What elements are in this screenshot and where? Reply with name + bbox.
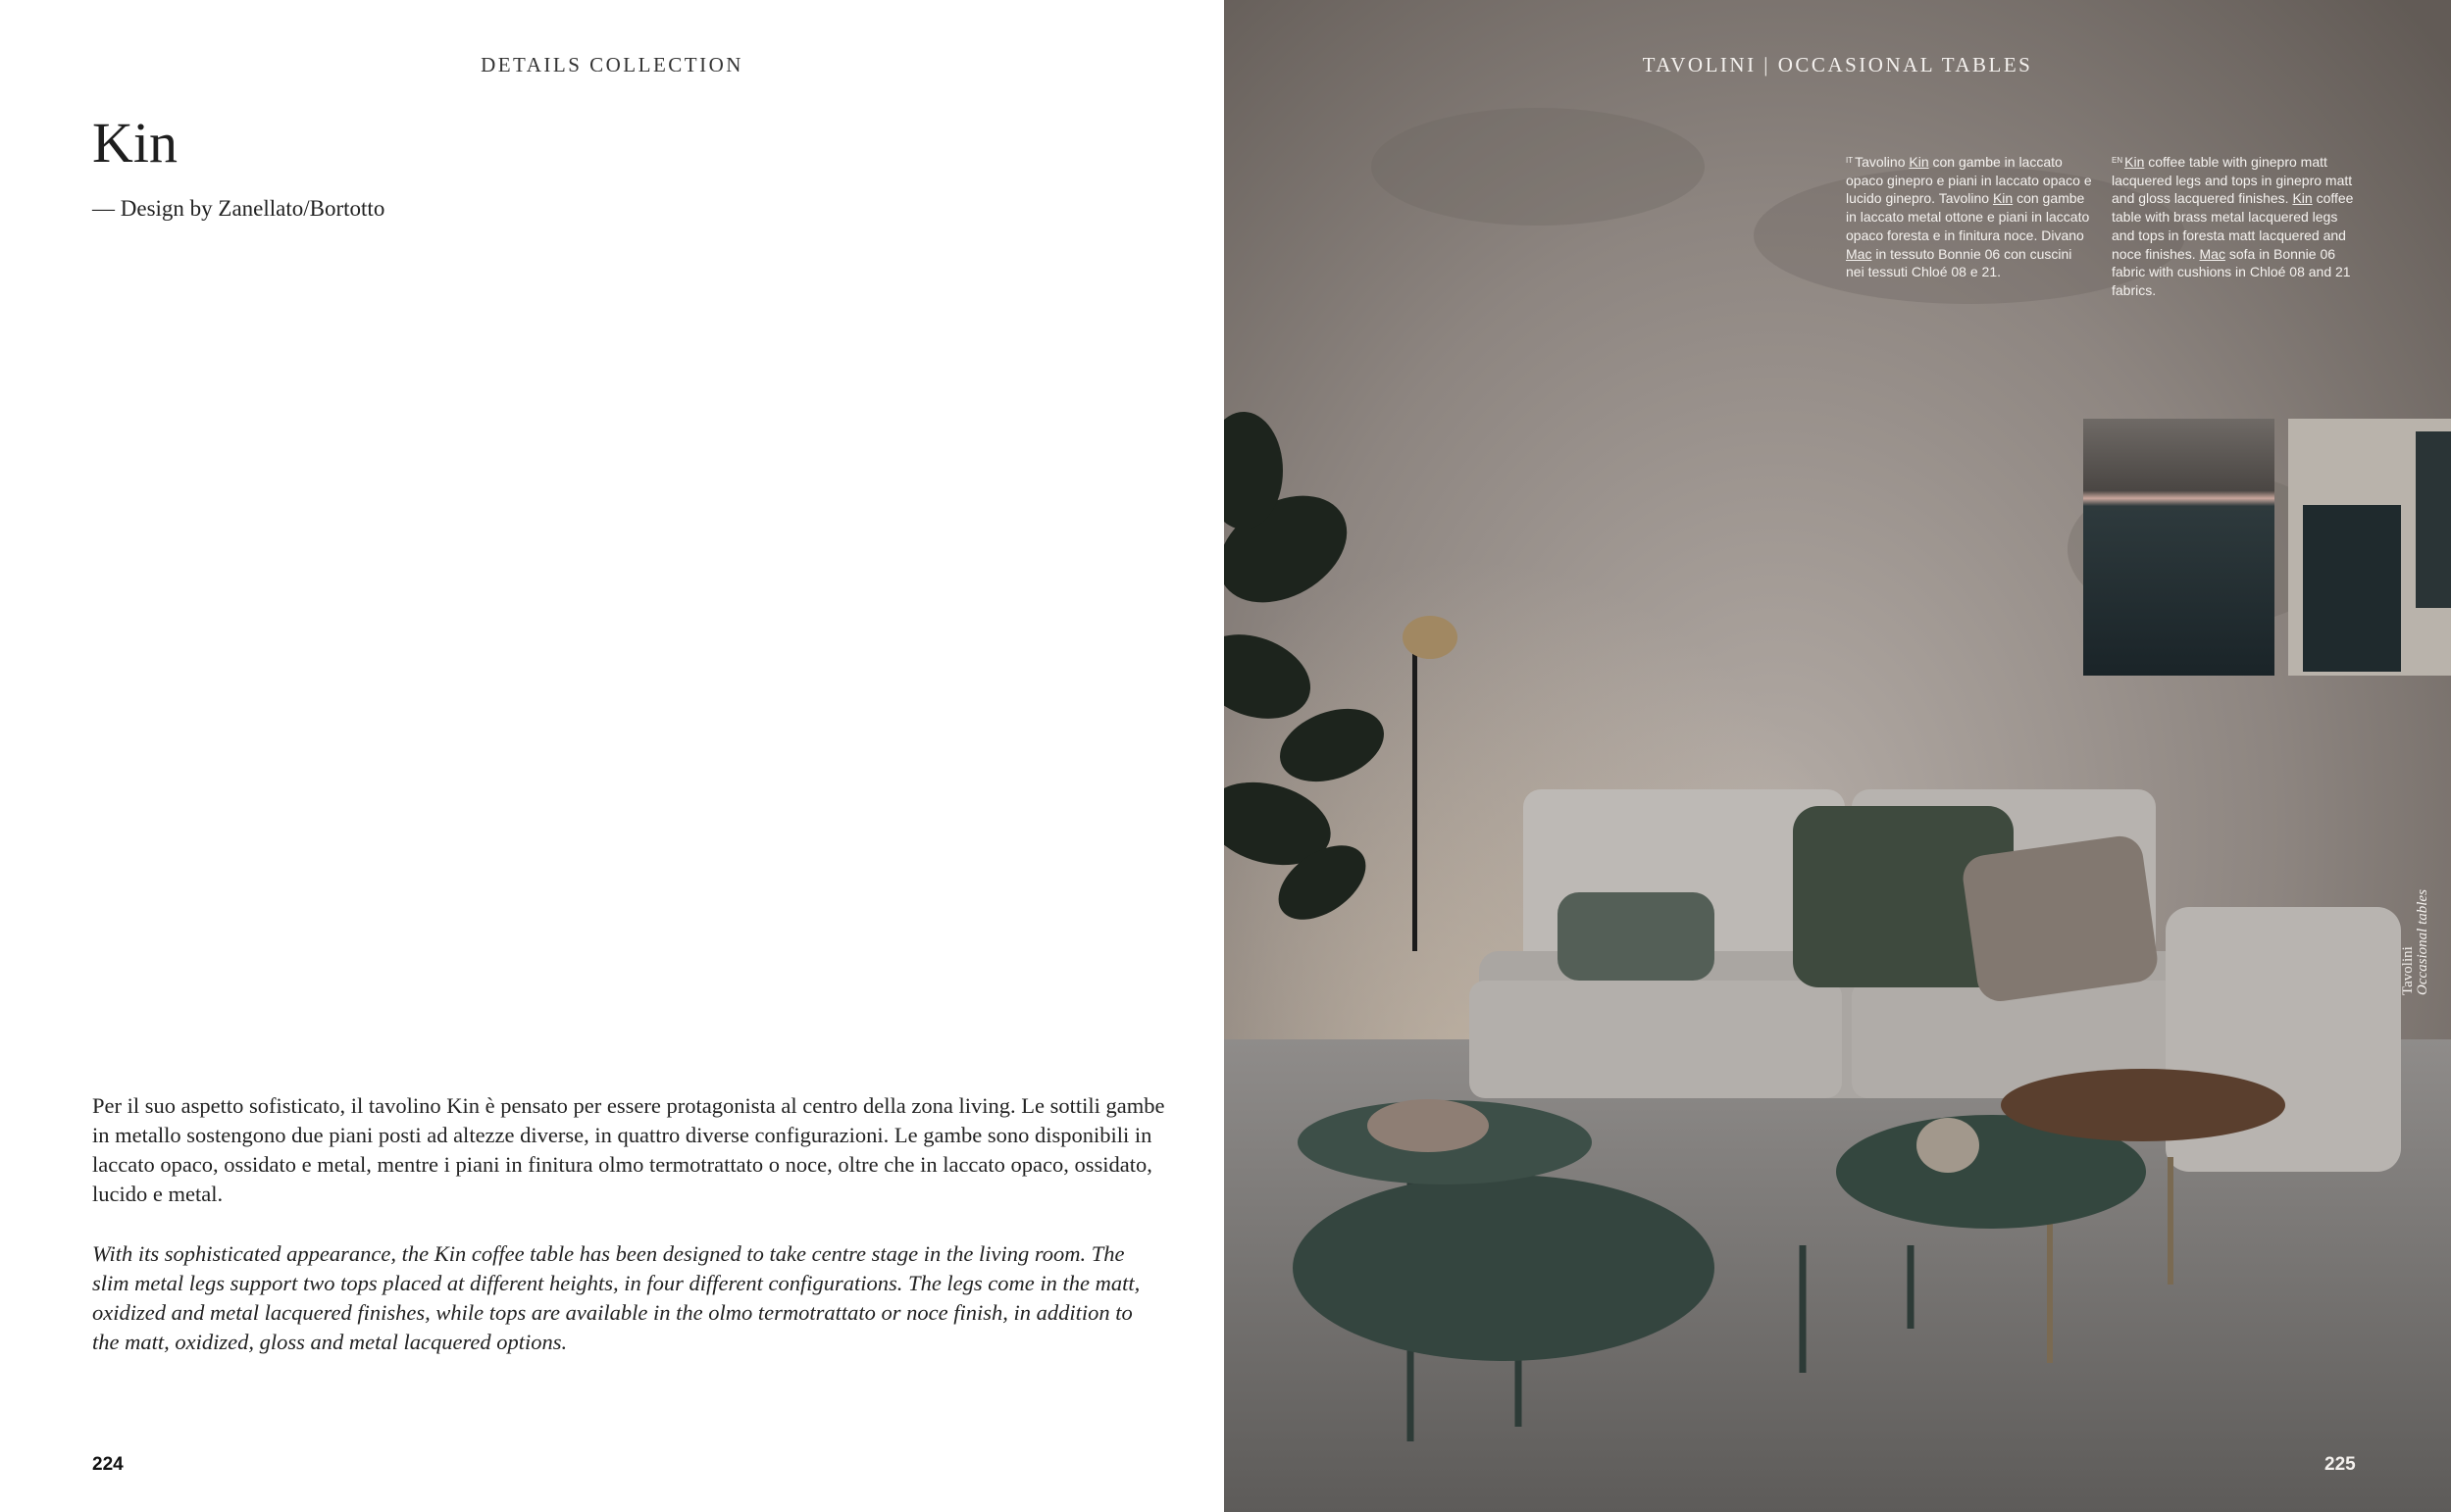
product-title: Kin — [92, 111, 178, 175]
product-link-mac[interactable]: Mac — [2199, 245, 2225, 262]
product-link-kin[interactable]: Kin — [2292, 190, 2313, 207]
page-number-left: 224 — [92, 1454, 124, 1475]
caption-text: Tavolino — [1855, 154, 1910, 170]
caption-italian — [1846, 152, 2093, 281]
side-tab-line2: Occasional tables — [2415, 889, 2430, 995]
caption-english — [2112, 152, 2357, 300]
product-link-kin[interactable]: Kin — [1992, 190, 2014, 207]
designer-credit: — Design by Zanellato/Bortotto — [92, 196, 385, 221]
left-page — [0, 0, 1224, 1512]
product-link-kin[interactable]: Kin — [1909, 154, 1929, 170]
side-tab-line1: Tavolini — [2400, 946, 2416, 995]
page-number-right: 225 — [2324, 1454, 2356, 1475]
caption-lang-it: IT — [1846, 156, 1854, 165]
caption-text: coffee table with ginepro matt lacquered legs and tops in ginepro matt and gloss lacquered finishes. — [2112, 154, 2353, 207]
description-english: With its sophisticated appearance, the Kin coffee table has been designed to take centre stage in the living room. The slim metal legs support two tops placed at different heights, in four different configurations. The legs come in the matt, oxidized and metal lacquered finishes, while tops are available in the olmo termotrattato or noce finish, in addition to the matt, oxidized, gloss and metal lacquered options. — [92, 1241, 1141, 1354]
caption-text: in tessuto Bonnie 06 con cuscini nei tessuti Chloé 08 e 21. — [1846, 245, 2072, 280]
product-link-kin[interactable]: Kin — [2124, 154, 2145, 170]
category-header: TAVOLINI | OCCASIONAL TABLES — [1642, 53, 2033, 76]
caption-text: con gambe in laccato opaco ginepro e piani in laccato opaco e lucido ginepro. Tavolino — [1846, 154, 2092, 207]
product-link-mac[interactable]: Mac — [1846, 245, 1872, 262]
collection-header: DETAILS COLLECTION — [481, 53, 743, 76]
caption-text: sofa in Bonnie 06 fabric with cushions in Chloé 08 and 21 fabrics. — [2112, 245, 2351, 298]
right-page — [1224, 0, 2451, 1512]
caption-text: coffee table with brass metal lacquered legs and tops in foresta matt lacquered and noce finishes. — [2112, 190, 2354, 262]
section-side-tab — [2401, 889, 2430, 995]
description-italian: Per il suo aspetto sofisticato, il tavolino Kin è pensato per essere protagonista al centro della zona living. Le sottili gambe in metallo sostengono due piani posti ad altezze diverse, in quattro diverse configurazioni. Le gambe sono disponibili in laccato opaco, ossidato e metal, mentre i piani in finitura olmo termotrattato o noce, oltre che in laccato opaco, ossidato, lucido e metal. — [92, 1093, 1165, 1206]
caption-text: con gambe in laccato metal ottone e piani in laccato opaco foresta e in finitura noce. Divano — [1846, 190, 2090, 243]
caption-lang-en: EN — [2112, 156, 2123, 165]
